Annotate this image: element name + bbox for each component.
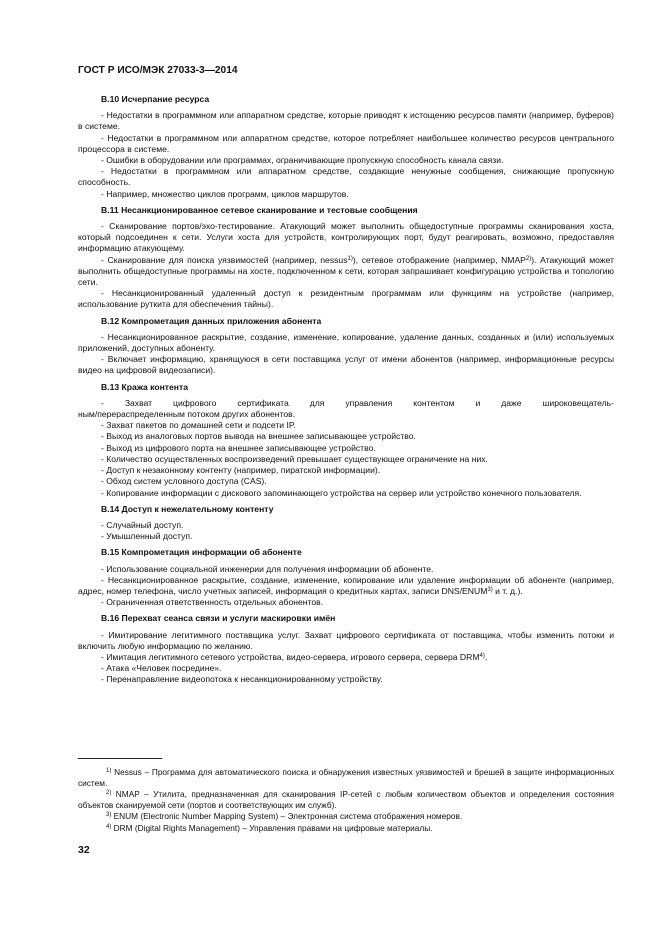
document-header: ГОСТ Р ИСО/МЭК 27033-3—2014 [78, 65, 238, 76]
paragraph: - Случайный доступ. [101, 519, 184, 530]
footnote-text: DRM (Digital Rights Management) – Управления правами на цифровые материалы. [111, 822, 433, 833]
section [78, 382, 614, 499]
section-title: В.16 Перехват сеанса связи и услуги маскировки имён [101, 613, 336, 624]
section [78, 613, 614, 685]
footnote-ref: 4) [479, 652, 485, 659]
paragraph: - Захват пакетов по домашней сети и подсети IP. [101, 420, 296, 431]
section-title: В.10 Исчерпание ресурса [101, 94, 210, 104]
paragraph: - Захват цифрового сертификата для управления контентом и даже широковещатель- [101, 397, 614, 408]
paragraph: - Ошибки в оборудовании или программах, ограничивающие пропускную способность канала связи. [101, 155, 504, 166]
section-title: В.15 Компрометация информации об абоненте [101, 547, 302, 558]
paragraph [78, 255, 614, 289]
footnote-text: ENUM (Electronic Number Mapping System) – Электронная система отображения номеров. [111, 811, 463, 822]
section-title: В.11 Несанкционированное сетевое сканирование и тестовые сообщения [101, 204, 418, 215]
footnote-divider [78, 758, 162, 759]
paragraph: - Имитирование легитимного поставщика услуг. Захват цифрового сертификата от поставщика, чтобы изменить потоки и включить любую информацию по желанию. [78, 629, 614, 651]
text-segment: и т. д.). [492, 585, 523, 596]
paragraph: - Недостатки в программном или аппаратном средстве, создающие ненужные сообщения, снижающие пропускную способность. [78, 166, 614, 188]
document-page [78, 64, 614, 691]
footnote-mark: 1) [106, 768, 112, 774]
text-segment: . [484, 651, 488, 662]
footnote-mark: 4) [106, 823, 112, 830]
paragraph: - Ограниченная ответственность отдельных абонентов. [101, 597, 324, 608]
paragraph: - Включает информацию, хранящуюся в сети поставщика услуг от имени абонентов (например, информационные ресурсы видео на цифровой видеозаписи). [78, 354, 614, 376]
section-title: В.14 Доступ к нежелательному контенту [101, 503, 274, 514]
paragraph: - Использование социальной инженерии для получения информации об абоненте. [101, 563, 434, 574]
section-title: В.13 Кража контента [101, 381, 188, 392]
footnote [78, 789, 614, 810]
section [78, 504, 614, 543]
paragraph [78, 575, 614, 597]
page-number: 32 [78, 844, 90, 856]
footnote [78, 767, 614, 788]
paragraph: - Обход систем условного доступа (CAS). [101, 476, 267, 487]
text-segment: - Имитация легитимного сетевого устройства, видео-сервера, игрового сервера, сервера DRM [101, 651, 480, 662]
paragraph: - Перенаправление видеопотока к несанкционированному устройству. [101, 674, 383, 685]
paragraph: - Выход из аналоговых портов вывода на внешнее записывающее устройство. [101, 431, 416, 442]
paragraph: - Несанкционированное раскрытие, создание, изменение, копирование, удаление данных, созданных и (или) используемых приложений, доступных абоненту. [78, 331, 614, 354]
paragraph: - Количество осуществленных воспроизведений превышает существующее ограничение на них. [101, 453, 488, 464]
footnote-mark: 2) [106, 790, 112, 797]
paragraph: - Атака «Человек посредине». [101, 663, 222, 674]
paragraph: - Доступ к незаконному контенту (например, пиратской информации). [101, 465, 381, 476]
paragraph: - Несанкционированный удаленный доступ к резидентным программам или функциям на устройстве (например, использование руткита для обеспечения тайны). [78, 288, 614, 310]
section [78, 316, 614, 377]
footnote-text: Nessus – Программа для автоматического поиска и обнаружения известных уязвимостей и брешей в защите информационных систем. [78, 767, 614, 788]
text-segment: ), сетевое отображение (например, NMAP [352, 254, 526, 265]
paragraph: - Умышленный доступ. [101, 531, 193, 542]
section-title: В.12 Компрометация данных приложения абонента [101, 315, 322, 326]
sections-container [78, 94, 614, 686]
footnote [78, 823, 614, 834]
footnote [78, 811, 614, 822]
text-segment: ). Атакующий может выполнить общедоступные программы на хосте, подключенном к сети, которая запрашивает конфигурацию устройства и топологию сети. [78, 254, 614, 288]
paragraph: - Сканирование портов/эхо-тестирование. Атакующий может выполнить общедоступные программы сканирования хоста, который подсоединен к сети. Услуги хоста для устройств, контролирующих порт, будут реагировать, возможно, предоставляя информацию атакующему. [78, 221, 614, 254]
paragraph [78, 652, 614, 663]
paragraph: - Копирование информации с дискового запоминающего устройства на сервер или устройство конечного пользователя. [101, 487, 582, 498]
footnote-text: NMAP – Утилита, предназначенная для сканирования IP-сетей с любым количеством объектов и определения состояния объектов сканируемой сети (портов и соответствующих им служб). [78, 789, 614, 810]
text-segment: - Сканирование для поиска уязвимостей (например, nessus [101, 254, 348, 265]
paragraph: - Недостатки в программном или аппаратном средстве, которое потребляет наибольшее количество ресурсов центрального процессора в системе. [78, 132, 614, 154]
footnote-ref: 1) [347, 255, 353, 262]
footnote-ref: 3) [487, 586, 493, 593]
text-segment: - Несанкционированное раскрытие, создание, изменение, копирование или удаление информации об абоненте (например, адрес, номер телефона, число учетных записей, информация о кредитных картах, записи DNS/ENUM [78, 574, 614, 596]
section [78, 547, 614, 608]
section [78, 205, 614, 311]
footnotes [78, 767, 614, 835]
paragraph: - Например, множество циклов программ, циклов маршрутов. [101, 188, 349, 199]
paragraph: - Недостатки в программном или аппаратном средстве, которые приводят к истощению ресурсов памяти (например, буферов) в системе. [78, 110, 614, 132]
footnote-mark: 3) [106, 812, 112, 819]
section [78, 94, 614, 200]
paragraph: - Выход из цифрового порта на внешнее записывающее устройство. [101, 442, 376, 453]
footnote-ref: 2) [525, 255, 532, 262]
paragraph: ным/перераспределенным потоком других абонентов. [78, 409, 296, 420]
